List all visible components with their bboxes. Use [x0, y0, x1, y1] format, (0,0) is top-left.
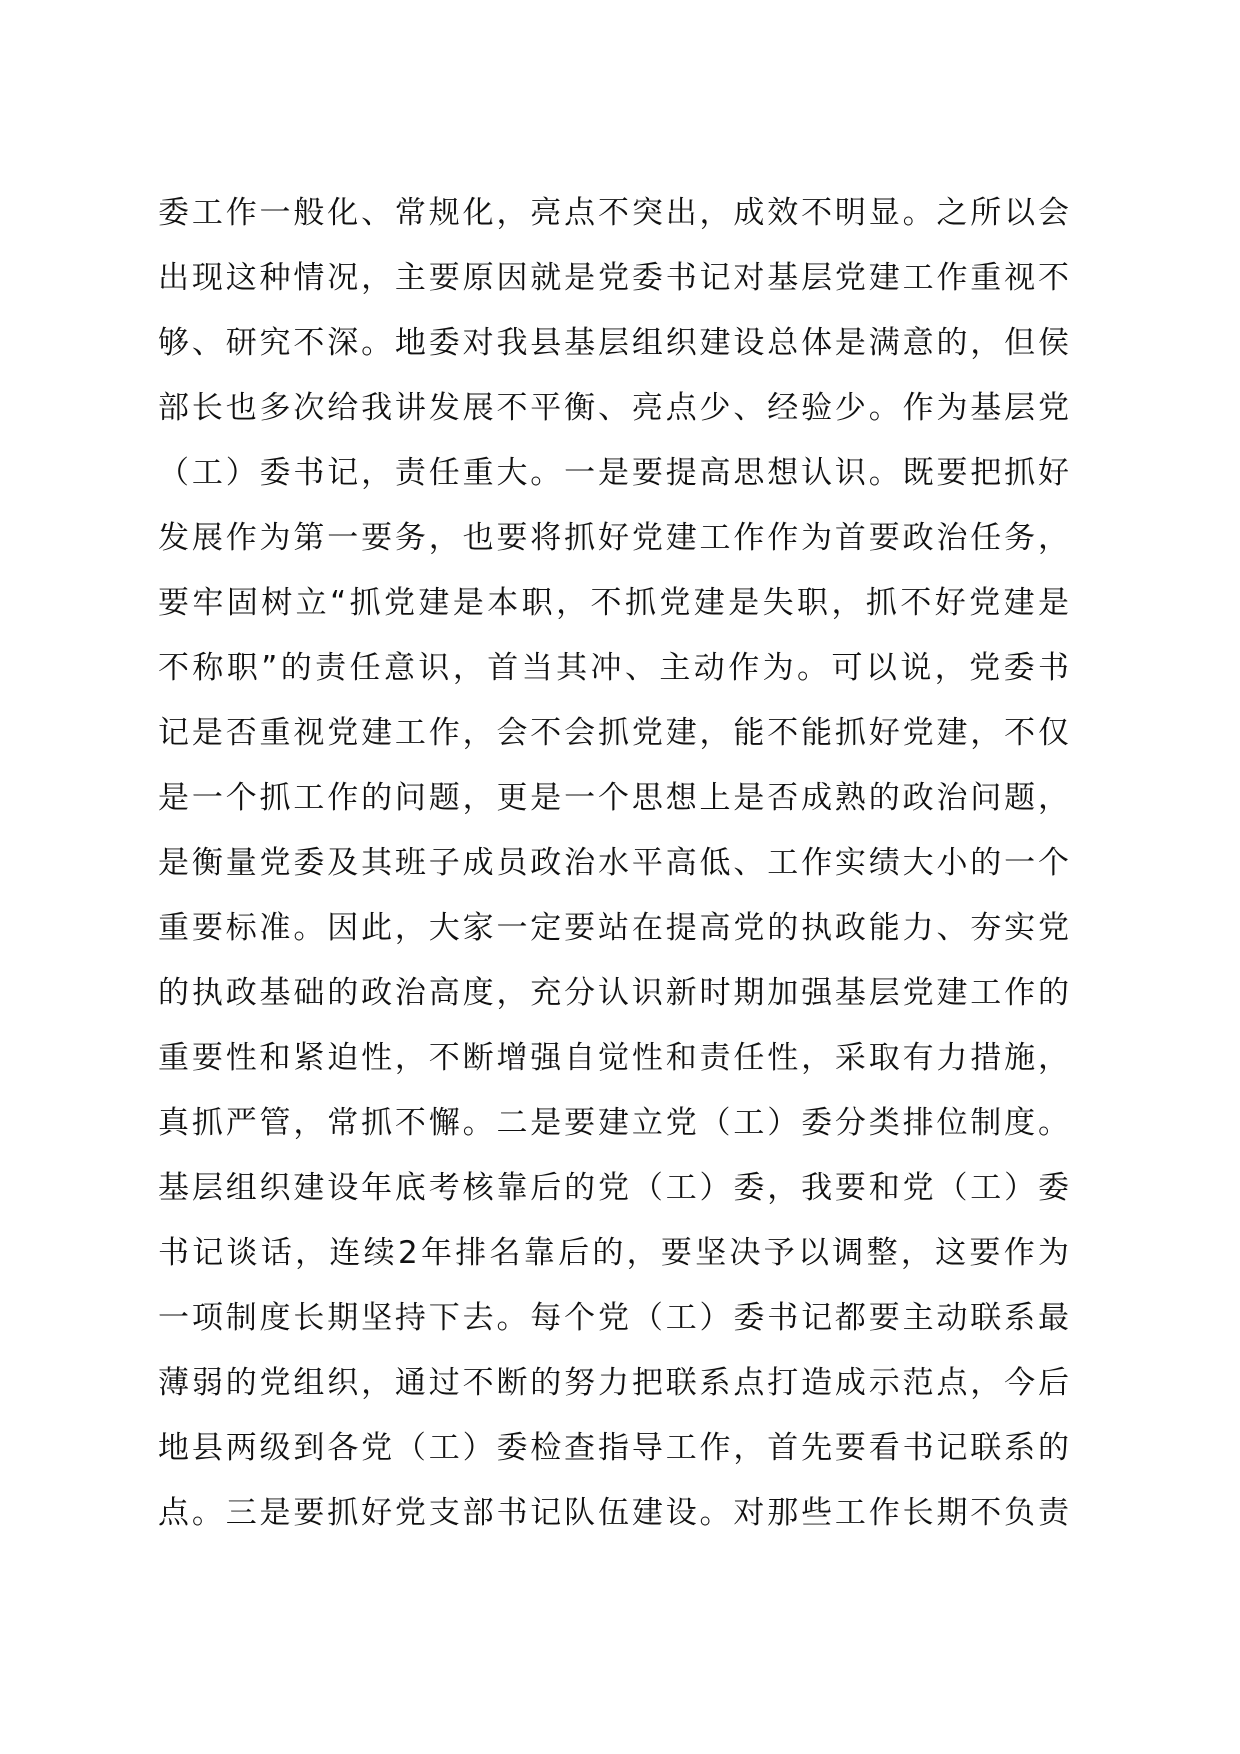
text-line: 是衡量党委及其班子成员政治水平高低、工作实绩大小的一个	[158, 845, 1069, 881]
text-line: 是一个抓工作的问题，更是一个思想上是否成熟的政治问题，	[158, 780, 1069, 816]
text-line: 出现这种情况，主要原因就是党委书记对基层党建工作重视不	[158, 260, 1069, 296]
text-line: 点。三是要抓好党支部书记队伍建设。对那些工作长期不负责	[158, 1495, 1069, 1531]
text-line: 要牢固树立“抓党建是本职，不抓党建是失职，抓不好党建是	[158, 585, 1069, 621]
text-line: 薄弱的党组织，通过不断的努力把联系点打造成示范点，今后	[158, 1365, 1069, 1401]
text-line: 基层组织建设年底考核靠后的党（工）委，我要和党（工）委	[158, 1170, 1069, 1206]
text-line: 书记谈话，连续2年排名靠后的，要坚决予以调整，这要作为	[158, 1235, 1069, 1271]
text-line: 委工作一般化、常规化，亮点不突出，成效不明显。之所以会	[158, 195, 1069, 231]
document-body	[158, 181, 1069, 1546]
text-line: 的执政基础的政治高度，充分认识新时期加强基层党建工作的	[158, 975, 1069, 1011]
text-line: 地县两级到各党（工）委检查指导工作，首先要看书记联系的	[158, 1430, 1069, 1466]
text-line: 记是否重视党建工作，会不会抓党建，能不能抓好党建，不仅	[158, 715, 1069, 751]
text-line: 一项制度长期坚持下去。每个党（工）委书记都要主动联系最	[158, 1300, 1069, 1336]
text-line: 够、研究不深。地委对我县基层组织建设总体是满意的，但侯	[158, 325, 1069, 361]
text-line: （工）委书记，责任重大。一是要提高思想认识。既要把抓好	[158, 455, 1069, 491]
text-line: 重要标准。因此，大家一定要站在提高党的执政能力、夯实党	[158, 910, 1069, 946]
text-line: 真抓严管，常抓不懈。二是要建立党（工）委分类排位制度。	[158, 1105, 1069, 1141]
text-line: 不称职”的责任意识，首当其冲、主动作为。可以说，党委书	[158, 650, 1069, 686]
text-line: 发展作为第一要务，也要将抓好党建工作作为首要政治任务，	[158, 520, 1069, 556]
text-line: 重要性和紧迫性，不断增强自觉性和责任性，采取有力措施，	[158, 1040, 1069, 1076]
text-line: 部长也多次给我讲发展不平衡、亮点少、经验少。作为基层党	[158, 390, 1069, 426]
